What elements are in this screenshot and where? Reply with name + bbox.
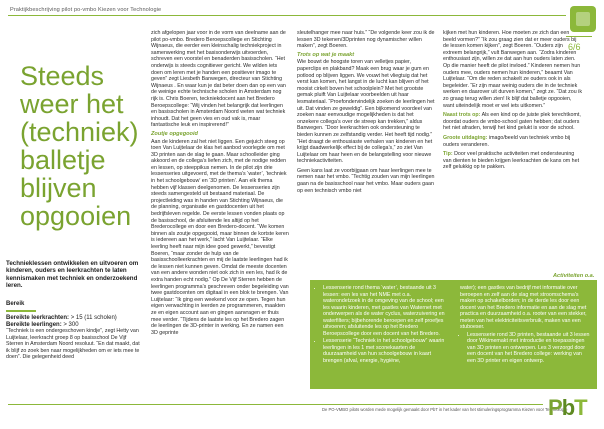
article-lead: Technieklessen ontwikkelen en uitvoeren om kinderen, ouders en leerkrachten te laten kennismaken met techniek en onderzoekend leren. bbox=[6, 260, 139, 290]
running-header bbox=[0, 0, 604, 24]
footer-credit: De PO-VMBO pilots worden mede mogelijk gemaakt door PbT in het kader van het stimuleringsprogramma Kiezen voor Technologie bbox=[322, 407, 568, 412]
kvt-badge-icon bbox=[570, 6, 596, 32]
article-title: Steeds weer het (techniek) balletje blijven opgooien bbox=[20, 61, 139, 231]
fact-students: Bereikte leerlingen: > 300 bbox=[6, 322, 79, 329]
footer-rule bbox=[8, 404, 543, 405]
note-proud: Naast trots op: Als een kind op de juiste plek terechtkomt, doordat ouders de vmbo-school gaten hebben; dat ouders het niet afraden, terwijl het kind gelukt is voor de school. bbox=[443, 112, 581, 132]
activity-item: • Lessenserie rond thema ‘water’, bestaande uit 3 lessen: een les van het NME met o.a. waterondetzoek in de omgeving van de school; een les waarin kinderen, met gastles van Waternet met onderwerpen als de water cyclus, waterzuivering en waterfilters; bijbehorende beroepen en zelf proefjes uitvoeren; afsluitende les op het Bredero Beroepscollege door een docent van het Bredero. bbox=[323, 285, 448, 337]
running-title: Praktijkbeschrijving pilot po-vmbo Kiezen voor Technologie bbox=[10, 7, 162, 13]
activities-col-1 bbox=[316, 285, 448, 365]
col2-subheading: Zoutje opgegooid bbox=[151, 130, 198, 137]
reach-heading: Bereik bbox=[6, 301, 25, 307]
column-4 bbox=[443, 30, 583, 171]
pbt-logo: PbT bbox=[548, 395, 587, 420]
activity-item: water); een gastles van bedrijf met informatie over beroepen en zelf aan de slag met stroomschema’s maken op schakelborden; in de derde les door een docent van het Bredero informatie en aan de slag met practica en duurzaamheid o.a. rooter van een stekker, meten van het elektriciteitsverbruik, maken van een stuboeser. bbox=[460, 285, 587, 330]
column-3 bbox=[297, 30, 435, 194]
activity-item: • Lessenserie rond 3D printen, bestaande uit 3 lessen door Wikimemakt met introductie en toepassingen van 3D printen en ontwerpen. Les 3 verzorgd door een docent van het Bredero college: werking van een 3D printer en eigen ontwerp. bbox=[467, 332, 592, 365]
col3-paragraph-2: Wie bouwt de hoogste toren van velletjes papier, paperclips en plakband? Maak een brug waar je gum en potlood op blijven liggen. We vouwt het vliegtuig dat het verst kan komen, het langst in de lucht kan blijven of het mooist cirkelt boven het schoolplein? Met het grootste gemak pluift Van Luijtelaar voorbeelden uit haar lesmateriaal. “Proefondervindelijk zoeken de leerlingen het uit. Dat vinden ze geweldig”. Een bijkomend voordeel van zoeken naar eenvoudige mogelijkheden is dat het onzekere collega’s over de streep kan trekken,” aldus Banwegen. “Door leerkrachten ook ondersteuning te bieden kunnen ze zelfstandig verder. Het heeft tijd nodig.” “Het draagt de enthousiaste verhalen van kinderen en het krijgt daadwerkelijk effect bij de collega’s,” zo ziet Van Luijtelaar om haar heen en de belangstelling voor nieuwe techniekactiviteiten. bbox=[297, 59, 435, 165]
reach-accent-bar bbox=[6, 310, 36, 312]
col2-paragraph-2: Aan de kinderen zal het niet liggen. Een gejuich steeg op toen Van Luijtelaar de klas het aanbod voorlegde om met 3D printen aan de slag te gaan. Maar schoolleider ging akkoord en de collega’s liefen zich, met de nodige redden en lessen, op steeppikus nemen. In de pilot zijn drie lessenseries uitgevoerd, met de thema’s ‘water’, ‘techniek in het schoolgebouw’ en ‘3D printen’. Aan elk thema hebben vijf klassen deelgenomen. De lessenseries zijn steeds samengesteld uit bestaand materiaal. De projectleiding was in handen van Stichting Wijnaeus, die de planning, organisatie en gastdocenten uit het bedrijfsleven regelde. De eerste lessen vonden plaats op de basisschool, de afsluitende les altijd op het Brederocollege en door een Bredero-docent. “We komen binnen als zoutje opgegooid, maar binnen de kortste keren is iedereen aan het werk,” lacht Van Luijtelaar. “Elke leerling heeft naar mijn idee goed gewerkt,” bevestigt Boeren, “maar zonder de hulp van de basisschoolleerkrachten en mij de laatste leerlingen had ik de lessen niet kunnen geven. Omdat de meeste docenten van een andere wonden niet ook zich in een les, had ik de extra handen echt nodig.” Op De Vijf Sterren hebben de leerlingen programma’s geschreven onder begeleiding van twee gastdocenten om digitaal in een blok te brengen. Van Luijtelaar: “Ik ging een weekend voor ze open. Tegen hun eigen verwachting in leerden ze programmeren, maakten ze en eigen account aan en gingen aanvragen er thuis mee verder. “Tijdens de laatste les op het Bredero zagen de leerlingen de 3D-printer in werking. En ze namen een 3D geprinte bbox=[151, 138, 289, 336]
activities-col-2 bbox=[460, 285, 592, 365]
activity-item: • Lessenserie “Techniek in het schoolgebouw” waarin leerlingen in les 1 met sconekaarten de duurzaamheid van hun schoolgebouw in kaart brengen (afval, energie, hygiëne, bbox=[323, 338, 448, 364]
activities-box bbox=[310, 280, 597, 389]
col4-paragraph-1: kijken met hun kinderen. Hoe moeten ze zich dan een beeld vormen?” “Ik zou graag zien dat er meer ouders bij de lessen komen kijken”, zegt Boeren. “Ouders zijn extreem belangrijk,” vult Banwegen aan. “Zodra kinderen enthousiast zijn, willen ze dat aan hun ouders laten zien. Op die manier heeft de pilot invloed.” Kinderen nemen hun ouders mee, ouders nemen hun kinderen,” beaamt Van Luijtelaar. “Om die reden schakelt ze ouders ook in als begeleider. “Er zijn maar weinig ouders die in de techniek werken en daarover uit durven komen,” zegt ze. “Dat zou ik zo graag terug willen zien! Ik blijf dat balletje opgooien, want uiteindelijk moet er wel iets uitkomen.” bbox=[443, 30, 582, 109]
fact-teachers: Bereikte leerkrachten: > 15 (11 scholen) bbox=[6, 315, 117, 322]
reach-facts bbox=[6, 301, 144, 330]
col2-paragraph-1: zich afgelopen jaar voor in de vorm van deelname aan de pilot po-vmbo. Bredero Beroepscollege en Stichting Wijnaeus, die eerder een kleinschalig techniekproject in samenwerking met het basisonderwijs uitvoerden, schreven een voorstel en benaderden basisscholen. “Het onderwijs is steeds cognitiever gericht. We wilden iets doen om leren met je handen een positiever imago te geven” zegt Liesbeth Banwegen, directeur van Stichting Wijnaeus . En waar kun je dat beter doen dan op een van de weinige echte technische scholen in Amsterdam nog rijk is. Chris Boeren, teckniekdocent aan het Bredero Beroepscollege: “Wij vinden het belangrijk dat leerlingen en basisscholen in Amsterdam Noord weten wat techniek inhoudt. Dat het geen vies en oud vak is, maar fantastische leuk en inspirerend!” bbox=[151, 30, 286, 129]
col1-paragraph: “Techniek is een ondergeschoven kindje”, zegt Hetty van Luijtelaar, leerkracht groep 8 op basisschool De Vijf Sterren in Amsterdam Noord resoluut. “En dat maakt, dat ik blijf zo zoek ben naar mogelijkheden om er iets mee te doen”. Die gelegenheid deed bbox=[6, 328, 140, 361]
col3-paragraph-1: sleutelhanger mee naar huis.” “De volgende keer zou ik de lessen 3D tekenen/3Dprinten nog dynamischer willen maken”, zegt Boeren. bbox=[297, 30, 435, 50]
activities-label: Activiteiten o.a. bbox=[553, 273, 595, 279]
note-challenge: Groote uitdaging: imago/beeld van techniek vmbo bij ouders veranderen. bbox=[443, 134, 571, 148]
col3-paragraph-3: Geen kans laat ze voorbijgaan om haar leerlingen mee te nemen naar het vmbo. “Techtig zouden van mijn leerlingen gaan na de basisschool naar het vmbo. Maar ouders gaan op een technisch vmbo niet bbox=[297, 167, 435, 194]
note-tip: Tip: Door veel praktische activiteiten met ondersteuning van dienten te bieden krijgen leerkrachten de kans om het zelf gelukkig op te pakken. bbox=[443, 151, 580, 171]
page-number: 6/6 bbox=[568, 42, 581, 52]
column-1-body bbox=[6, 328, 144, 361]
column-2 bbox=[151, 30, 289, 336]
header-rule bbox=[8, 15, 566, 16]
col3-subheading: Trots op wat je maakt bbox=[297, 51, 355, 58]
